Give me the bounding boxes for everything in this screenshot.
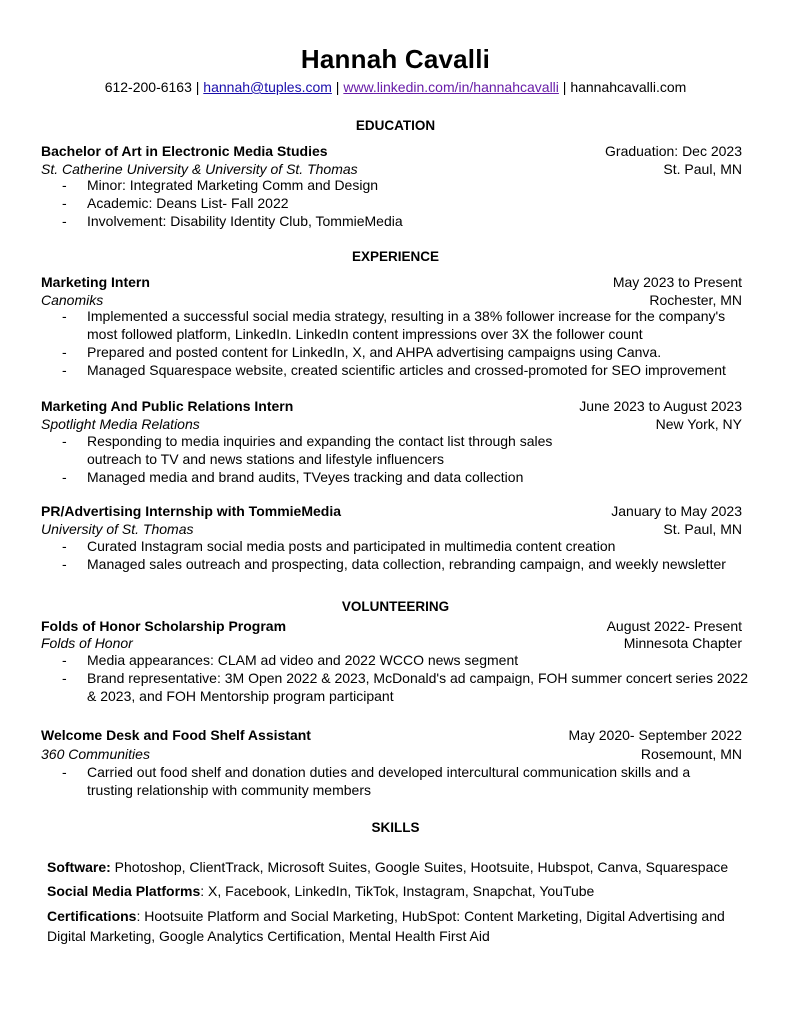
list-item: - Media appearances: CLAM ad video and 2022 WCCO news segment [62, 652, 519, 668]
bullet-dash: - [62, 195, 67, 211]
bullet-dash: - [62, 468, 67, 485]
volunteer-title-row [41, 618, 742, 636]
list-item: - Carried out food shelf and donation duties and developed intercultural communication skills and a trusting relationship with community members [62, 764, 691, 798]
bullet-dash: - [62, 538, 67, 554]
job-org-row [41, 521, 742, 539]
job-org: Spotlight Media Relations [41, 416, 200, 432]
list-item: - Implemented a successful social media strategy, resulting in a 38% follower increase for the company's most followed platform, LinkedIn. LinkedIn content impressions over 3X the follower count [62, 308, 726, 342]
job-title-row [41, 274, 742, 292]
volunteer-location: Rosemount, MN [640, 746, 742, 762]
skill-software [47, 857, 747, 877]
volunteer-bullets [62, 764, 732, 800]
volunteer-date: August 2022- Present [606, 618, 742, 634]
skill-value: : X, Facebook, LinkedIn, TikTok, Instagram, Snapchat, YouTube [200, 883, 595, 899]
job-date: May 2023 to Present [612, 274, 742, 290]
school-location: St. Paul, MN [663, 161, 742, 177]
education-bullets [62, 177, 752, 231]
job-location: New York, NY [655, 416, 742, 432]
bullet-dash: - [62, 213, 67, 229]
skill-certifications [47, 906, 747, 946]
separator: | [331, 79, 344, 95]
experience-heading: EXPERIENCE [351, 249, 440, 264]
list-item: - Academic: Deans List- Fall 2022 [62, 195, 289, 211]
list-item: - Managed media and brand audits, TVeyes tracking and data collection [62, 468, 524, 485]
skill-label: Certifications [47, 908, 137, 924]
job-bullets [62, 433, 567, 487]
job-org-row [41, 416, 742, 434]
bullet-dash: - [62, 177, 67, 193]
volunteer-bullets [62, 652, 752, 706]
list-item: - Involvement: Disability Identity Club, TommieMedia [62, 213, 403, 229]
job-title: Marketing Intern [41, 274, 150, 290]
education-heading: EDUCATION [355, 118, 436, 133]
job-location: Rochester, MN [649, 292, 742, 308]
job-date: January to May 2023 [611, 503, 742, 519]
job-org: University of St. Thomas [41, 521, 194, 537]
graduation-date: Graduation: Dec 2023 [605, 143, 742, 159]
job-org: Canomiks [41, 292, 104, 308]
list-item: - Managed Squarespace website, created scientific articles and crossed-promoted for SEO improvement [62, 361, 726, 378]
volunteer-date: May 2020- September 2022 [568, 727, 742, 743]
list-item: - Minor: Integrated Marketing Comm and Design [62, 177, 379, 193]
volunteer-location: Minnesota Chapter [623, 635, 742, 651]
skill-label: Social Media Platforms [47, 883, 201, 899]
resume-name: Hannah Cavalli [300, 44, 491, 74]
bullet-dash: - [62, 343, 67, 360]
job-date: June 2023 to August 2023 [579, 398, 742, 414]
list-item: - Prepared and posted content for LinkedIn, X, and AHPA advertising campaigns using Canva. [62, 343, 662, 360]
bullet-dash: - [62, 308, 67, 324]
volunteer-title: Welcome Desk and Food Shelf Assistant [41, 727, 311, 743]
list-item: - Managed sales outreach and prospecting, data collection, rebranding campaign, and weekly newsletter [62, 556, 726, 572]
separator: | [191, 79, 204, 95]
volunteer-org-row [41, 746, 742, 764]
volunteer-org: Folds of Honor [41, 635, 133, 651]
skill-label: Software: [47, 859, 111, 875]
school-name: St. Catherine University & University of St. Thomas [41, 161, 358, 177]
skill-social [47, 881, 747, 901]
bullet-dash: - [62, 361, 67, 378]
volunteer-title-row [41, 727, 742, 745]
list-item: - Brand representative: 3M Open 2022 & 2023, McDonald's ad campaign, FOH summer concert series 2022 & 2023, and FOH Mentorship program participant [62, 670, 749, 704]
bullet-dash: - [62, 764, 67, 780]
bullet-dash: - [62, 670, 67, 686]
education-degree-row [41, 143, 742, 161]
bullet-dash: - [62, 433, 67, 449]
volunteer-org-row [41, 635, 742, 653]
website-text: hannahcavalli.com [570, 79, 687, 95]
degree-title: Bachelor of Art in Electronic Media Studies [41, 143, 328, 159]
phone-number: 612-200-6163 [104, 79, 192, 95]
list-item: - Responding to media inquiries and expanding the contact list through sales outreach to TV and news stations and lifestyle influencers [62, 433, 553, 467]
skills-heading: SKILLS [371, 820, 420, 835]
email-link[interactable]: hannah@tuples.com [203, 79, 332, 95]
skill-value: : Hootsuite Platform and Social Marketing, HubSpot: Content Marketing, Digital Advertising and Digital Marketing, Google Analytics Certification, Mental Health First Aid [47, 908, 725, 944]
bullet-dash: - [62, 652, 67, 668]
job-title: PR/Advertising Internship with TommieMedia [41, 503, 341, 519]
job-bullets [62, 308, 752, 380]
job-title-row [41, 503, 742, 521]
job-bullets [62, 538, 752, 574]
linkedin-link[interactable]: www.linkedin.com/in/hannahcavalli [343, 79, 559, 95]
skill-value: Photoshop, ClientTrack, Microsoft Suites, Google Suites, Hootsuite, Hubspot, Canva, Squarespace [110, 859, 729, 875]
separator: | [558, 79, 571, 95]
volunteer-org: 360 Communities [41, 746, 150, 762]
contact-line [0, 79, 791, 95]
bullet-dash: - [62, 556, 67, 572]
volunteering-heading: VOLUNTEERING [341, 599, 450, 614]
list-item: - Curated Instagram social media posts and participated in multimedia content creation [62, 538, 616, 554]
job-title: Marketing And Public Relations Intern [41, 398, 294, 414]
volunteer-title: Folds of Honor Scholarship Program [41, 618, 287, 634]
job-title-row [41, 398, 742, 416]
job-location: St. Paul, MN [663, 521, 742, 537]
